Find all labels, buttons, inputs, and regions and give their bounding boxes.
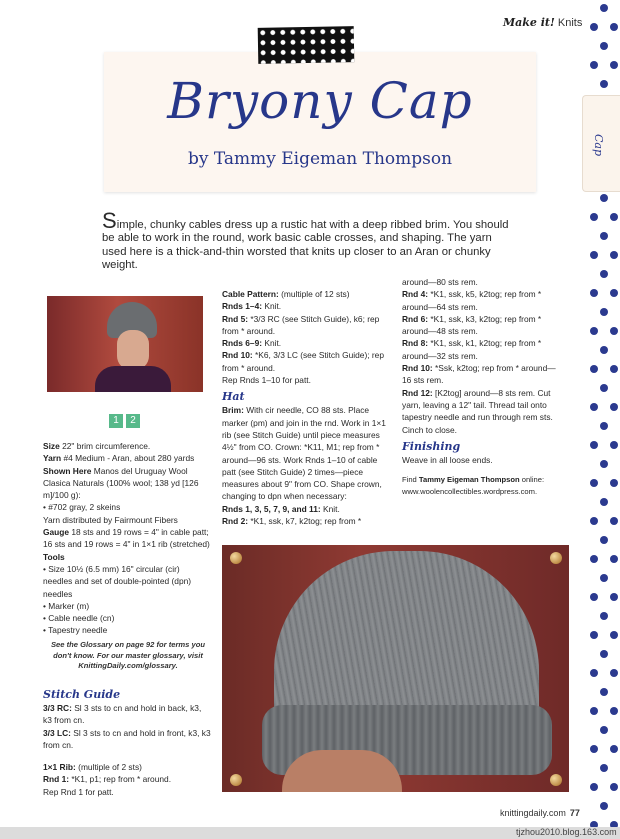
- section-header: [503, 16, 582, 29]
- polka-dot: [590, 517, 598, 525]
- polka-dot: [610, 745, 618, 753]
- polka-dot: [590, 745, 598, 753]
- make-it-label: Make it!: [503, 16, 555, 29]
- polka-dot: [610, 61, 618, 69]
- polka-dot: [600, 308, 608, 316]
- cable-rep: Rep Rnds 1–10 for patt.: [222, 375, 311, 386]
- brim-text: With cir needle, CO 88 sts. Place marker (pm) and join in the rnd. Work in 1×1 rib (see Stitch Guide) until piece measures 4½" from CO. Crown: *K11, M1; rep from * around—96 sts. Work Rnds 1–10 of cable patt (see Stitch Guide) 2 times—piece measures about 9" from CO. Shape crown, changing to dpn when necessary:: [222, 405, 386, 502]
- polka-dot: [610, 251, 618, 259]
- polka-dot: [590, 23, 598, 31]
- polka-dot: [600, 726, 608, 734]
- pattern-byline: by Tammy Eigeman Thompson: [187, 149, 453, 169]
- badge-1: 1: [109, 414, 123, 428]
- tool-item: • Marker (m): [43, 600, 90, 611]
- rc-text: Sl 3 sts to cn and hold in back, k3, k3 from cn.: [43, 703, 202, 726]
- polka-dot: [600, 4, 608, 12]
- r10-label: Rnd 10:: [402, 363, 433, 374]
- lc-label: 3/3 LC:: [43, 727, 71, 738]
- odd-rnds-text: Knit.: [323, 503, 340, 514]
- finishing-text: Weave in all loose ends.: [402, 454, 493, 465]
- r10-text: *Ssk, k2tog; rep from * around—16 sts rem.: [402, 363, 556, 386]
- footer-site: knittingdaily.com: [500, 808, 566, 818]
- find-prefix: Find: [402, 475, 417, 485]
- size-label: Size: [43, 441, 60, 451]
- pin-icon: [550, 774, 562, 786]
- crown-column: [402, 276, 562, 499]
- r4-text: *K1, ssk, k5, k2tog; rep from * around—64 sts rem.: [402, 289, 542, 312]
- polka-dot: [600, 802, 608, 810]
- pattern-title: Bryony Cap: [167, 72, 473, 130]
- stitch-guide-heading: Stitch Guide: [43, 688, 121, 701]
- polka-dot: [590, 593, 598, 601]
- r12-label: Rnd 12:: [402, 387, 433, 398]
- polka-dot: [590, 631, 598, 639]
- r6-label: Rnd 6:: [402, 313, 429, 324]
- model-photo-large: [222, 545, 569, 792]
- yarn-label: Yarn: [43, 453, 62, 464]
- polka-dot: [610, 631, 618, 639]
- page-footer: [500, 808, 580, 818]
- polka-dot: [600, 232, 608, 240]
- polka-dot: [610, 783, 618, 791]
- shown-label: Shown Here: [43, 465, 92, 476]
- polka-dot: [600, 270, 608, 278]
- intro-paragraph: [102, 208, 516, 273]
- designer-name: Tammy Eigeman Thompson: [418, 475, 520, 485]
- cable-r69-text: Knit.: [264, 338, 282, 349]
- polka-dot: [600, 574, 608, 582]
- polka-dot: [590, 213, 598, 221]
- tool-item: • Tapestry needle: [43, 625, 108, 636]
- designer-website-link[interactable]: www.woolencollectibles.wordpress.com.: [402, 487, 538, 497]
- polka-dot: [590, 783, 598, 791]
- polka-dot: [600, 42, 608, 50]
- cont-text: around—80 sts rem.: [402, 277, 478, 287]
- cable-r5-label: Rnd 5:: [222, 313, 249, 324]
- rib-rnd1-label: Rnd 1:: [43, 774, 70, 785]
- polka-dot: [610, 707, 618, 715]
- cable-label: Cable Pattern:: [222, 289, 279, 299]
- tools-label: Tools: [43, 551, 65, 562]
- polka-dot: [600, 346, 608, 354]
- polka-dot: [600, 536, 608, 544]
- cable-r10-label: Rnd 10:: [222, 350, 253, 361]
- badge-2: 2: [126, 414, 140, 428]
- hat-r2-label: Rnd 2:: [222, 516, 249, 527]
- cable-column: [222, 288, 392, 527]
- polka-dot: [590, 441, 598, 449]
- polka-dot: [590, 61, 598, 69]
- tool-item: • Cable needle (cn): [43, 613, 115, 624]
- r8-label: Rnd 8:: [402, 338, 429, 349]
- cable-r14-text: Knit.: [264, 301, 282, 312]
- watermark-text: tjzhou2010.blog.163.com: [516, 827, 617, 837]
- intro-text: imple, chunky cables dress up a rustic hat with a deep ribbed brim. You should be able to work in the round, work basic cable crosses, and shaping. The yarn used here is a thick-and-thin worsted that knits up closer to an Aran or chunky weight.: [102, 219, 509, 272]
- polka-dot: [610, 403, 618, 411]
- polka-dot: [590, 707, 598, 715]
- polka-dot: [610, 593, 618, 601]
- polka-dot: [600, 612, 608, 620]
- brim-label: Brim:: [222, 405, 244, 416]
- polka-dot: [610, 669, 618, 677]
- r12-text: [K2tog] around—8 sts rem. Cut yarn, leaving a 12" tail. Thread tail onto tapestry needle and run through rem sts. Cinch to close.: [402, 387, 553, 435]
- glossary-note: See the Glossary on page 92 for terms you don't know. For our master glossary, visit KnittingDaily.com/glossary.: [50, 640, 206, 670]
- polka-dot: [600, 764, 608, 772]
- r8-text: *K1, ssk, k1, k2tog; rep from * around—32 sts rem.: [402, 338, 542, 361]
- polka-dot: [590, 365, 598, 373]
- r4-label: Rnd 4:: [402, 289, 429, 300]
- yarn-text: #4 Medium - Aran, about 280 yards: [63, 453, 195, 464]
- polka-dot: [610, 517, 618, 525]
- cable-r10-text: *K6, 3/3 LC (see Stitch Guide); rep from * around.: [222, 350, 384, 373]
- rib-rnd1-text: *K1, p1; rep from * around.: [71, 774, 172, 785]
- polka-dot: [590, 669, 598, 677]
- hat-heading: Hat: [222, 390, 245, 404]
- polka-dot: [600, 80, 608, 88]
- drop-cap: S: [102, 208, 117, 233]
- section-label: Knits: [557, 17, 583, 29]
- side-tab: [582, 95, 620, 192]
- stitch-guide: [43, 688, 211, 798]
- polka-dot: [600, 498, 608, 506]
- polka-dot: [610, 479, 618, 487]
- polka-dot: [600, 422, 608, 430]
- gauge-text: 18 sts and 19 rows = 4" in cable patt; 16 sts and 19 rows = 4" in 1×1 rib (stretched): [43, 527, 210, 550]
- polka-dot: [590, 403, 598, 411]
- find-suffix: online:: [521, 475, 545, 485]
- specs-column: [43, 440, 211, 637]
- polka-dot: [590, 251, 598, 259]
- lc-text: Sl 3 sts to cn and hold in front, k3, k3 from cn.: [43, 727, 211, 750]
- distributor: Yarn distributed by Fairmount Fibers: [43, 514, 178, 525]
- pin-icon: [550, 552, 562, 564]
- model-photo-small: [47, 296, 203, 392]
- polka-dot: [610, 289, 618, 297]
- difficulty-badges: [109, 410, 143, 428]
- rib-rep: Rep Rnd 1 for patt.: [43, 786, 114, 797]
- rib-label: 1×1 Rib:: [43, 762, 76, 773]
- side-tab-label: Cap: [592, 134, 605, 157]
- polka-dot: [610, 365, 618, 373]
- polka-dot: [600, 650, 608, 658]
- hat-r2-text: *K1, ssk, k7, k2tog; rep from *: [250, 516, 362, 527]
- face-shape: [117, 330, 149, 370]
- polka-dot: [610, 327, 618, 335]
- polka-dot: [610, 213, 618, 221]
- size-text: 22" brim circumference.: [62, 441, 151, 451]
- tool-item: • Size 10½ (6.5 mm) 16" circular (cir) needles and set of double-pointed (dpn) needles: [43, 563, 192, 599]
- r6-text: *K1, ssk, k3, k2tog; rep from * around—48 sts rem.: [402, 313, 542, 337]
- polka-dot: [600, 460, 608, 468]
- polka-dot: [590, 289, 598, 297]
- shown-text: Manos del Uruguay Wool Clasica Naturals (100% wool; 138 yd [126 m]/100 g):: [43, 465, 199, 501]
- polka-dot: [590, 479, 598, 487]
- polka-dot: [590, 327, 598, 335]
- page-number: 77: [569, 808, 580, 818]
- cable-r5-text: *3/3 RC (see Stitch Guide), k6; rep from * around.: [222, 313, 380, 336]
- cable-r69-label: Rnds 6–9:: [222, 338, 263, 349]
- pin-icon: [230, 774, 242, 786]
- rc-label: 3/3 RC:: [43, 703, 72, 713]
- cable-text: (multiple of 12 sts): [281, 289, 350, 299]
- polka-dot: [610, 555, 618, 563]
- gauge-label: Gauge: [43, 527, 70, 538]
- cable-r14-label: Rnds 1–4:: [222, 301, 263, 312]
- shown-color: • #702 gray, 2 skeins: [43, 502, 121, 513]
- polka-dot: [600, 194, 608, 202]
- odd-rnds-label: Rnds 1, 3, 5, 7, 9, and 11:: [222, 503, 321, 514]
- polka-dot: [600, 688, 608, 696]
- polka-dot: [590, 555, 598, 563]
- watermark-bar: [0, 827, 620, 839]
- polka-dot: [600, 384, 608, 392]
- pin-icon: [230, 552, 242, 564]
- rib-text: (multiple of 2 sts): [78, 762, 142, 773]
- face-shape: [282, 750, 402, 792]
- finishing-heading: Finishing: [402, 439, 461, 453]
- washi-tape-decoration: [258, 26, 355, 64]
- polka-dot: [610, 23, 618, 31]
- polka-dot: [610, 441, 618, 449]
- body-shape: [95, 366, 171, 392]
